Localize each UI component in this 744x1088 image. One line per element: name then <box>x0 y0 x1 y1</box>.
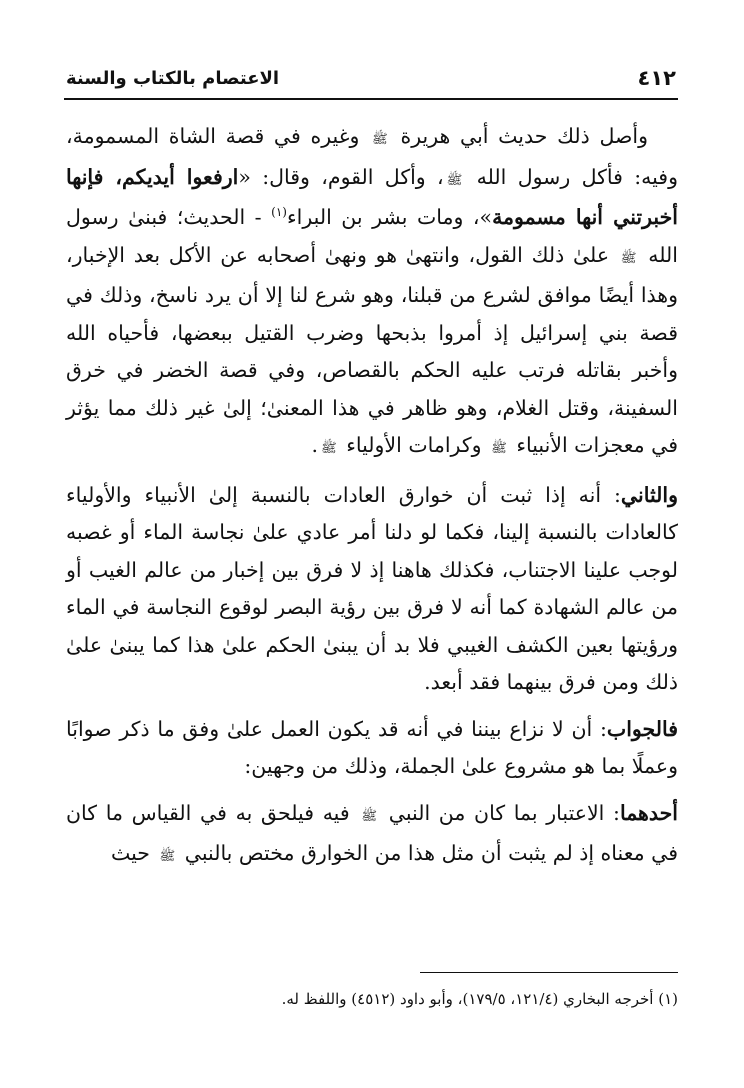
text-run: : الاعتبار بما كان من النبي <box>388 800 620 825</box>
section-lead: أحدهما <box>619 800 678 825</box>
page-header <box>66 62 676 94</box>
paragraph-4 <box>66 795 678 876</box>
salutation-symbol: ﷺ <box>491 441 507 456</box>
text-run: وغيره في قصة الشاة المسمومة، وفيه: فأكل رسول الله <box>66 124 678 189</box>
footnote-divider <box>420 972 678 973</box>
header-divider <box>64 98 678 100</box>
paragraph-2 <box>66 477 678 702</box>
salutation-symbol: ﷺ <box>372 132 388 147</box>
text-run: حيث <box>110 841 150 865</box>
paragraph-3 <box>66 711 678 786</box>
text-run: ، وأكل القوم، وقال: « <box>238 164 444 189</box>
salutation-symbol: ﷺ <box>620 250 637 266</box>
text-run: : أن لا نزاع بيننا في أنه قد يكون العمل علىٰ وفق ما ذكر صوابًا وعملًا بما هو مشروع علىٰ الجملة، وذلك من وجهين: <box>66 716 678 778</box>
footnote-reference[interactable]: (١) <box>271 205 287 220</box>
page-number: ٤١٢ <box>637 66 676 90</box>
text-run: وأصل ذلك حديث أبي هريرة <box>400 124 648 148</box>
text-run: : أنه إذا ثبت أن خوارق العادات بالنسبة إلىٰ الأنبياء والأولياء كالعادات بالنسبة إلينا، فكما لو دلنا أمر عادي علىٰ نجاسة الماء أو غصبه لوجب علينا الاجتناب، فكذلك هاهنا إذ لا فرق بين إخبار من عالم الغيب أو من عالم الشهادة كما أنه لا فرق بين رؤية البصر لوقوع النجاسة في الماء ورؤيتها بعين الكشف الغيبي فلا بد أن يبنىٰ الحكم علىٰ هذا كما يبنىٰ علىٰ ذلك ومن فرق بينهما فقد أبعد. <box>66 482 678 694</box>
text-run: . <box>311 433 318 457</box>
salutation-symbol: ﷺ <box>320 441 337 456</box>
footnote: (١) أخرجه البخاري (١٢١/٤، ١٧٩/٥)، وأبو داود (٤٥١٢) واللفظ له. <box>281 990 678 1008</box>
running-title: الاعتصام بالكتاب والسنة <box>66 67 280 89</box>
paragraph-1 <box>66 118 678 468</box>
text-run: وكرامات الأولياء <box>346 433 482 457</box>
section-lead: والثاني <box>620 482 678 507</box>
text-run: علىٰ ذلك القول، وانتهىٰ هو ونهىٰ أصحابه عن الأكل بعد الإخبار، وهذا أيضًا موافق لشرع من قبلنا، وهو شرع لنا إلا أن يرد ناسخ، وذلك في قصة بني إسرائيل إذ أمروا بذبحها وضرب القتيل ببعضها، فأحياه الله وأخبر بقاتله فرتب عليه الحكم بالقصاص، وفي قصة الخضر في خرق السفينة، وقتل الغلام، وهو ظاهر في هذا المعنىٰ؛ إلىٰ غير ذلك مما يؤثر في معجزات الأنبياء <box>66 242 678 457</box>
text-run: »، ومات بشر بن البراء <box>286 205 493 229</box>
text-run: فيه فيلحق به في القياس ما كان في معناه إذ لم يثبت أن مثل هذا من الخوارق مختص بالنبي <box>66 800 678 865</box>
salutation-symbol: ﷺ <box>159 849 176 864</box>
salutation-symbol: ﷺ <box>361 808 378 824</box>
hadith-quote: ارفعوا أيديكم، فإنها أخبرتني أنها مسمومة <box>66 164 678 229</box>
text-run: - الحديث؛ فبنىٰ رسول الله <box>66 205 678 267</box>
main-text <box>66 118 678 876</box>
salutation-symbol: ﷺ <box>446 172 463 188</box>
section-lead: فالجواب <box>606 716 678 741</box>
